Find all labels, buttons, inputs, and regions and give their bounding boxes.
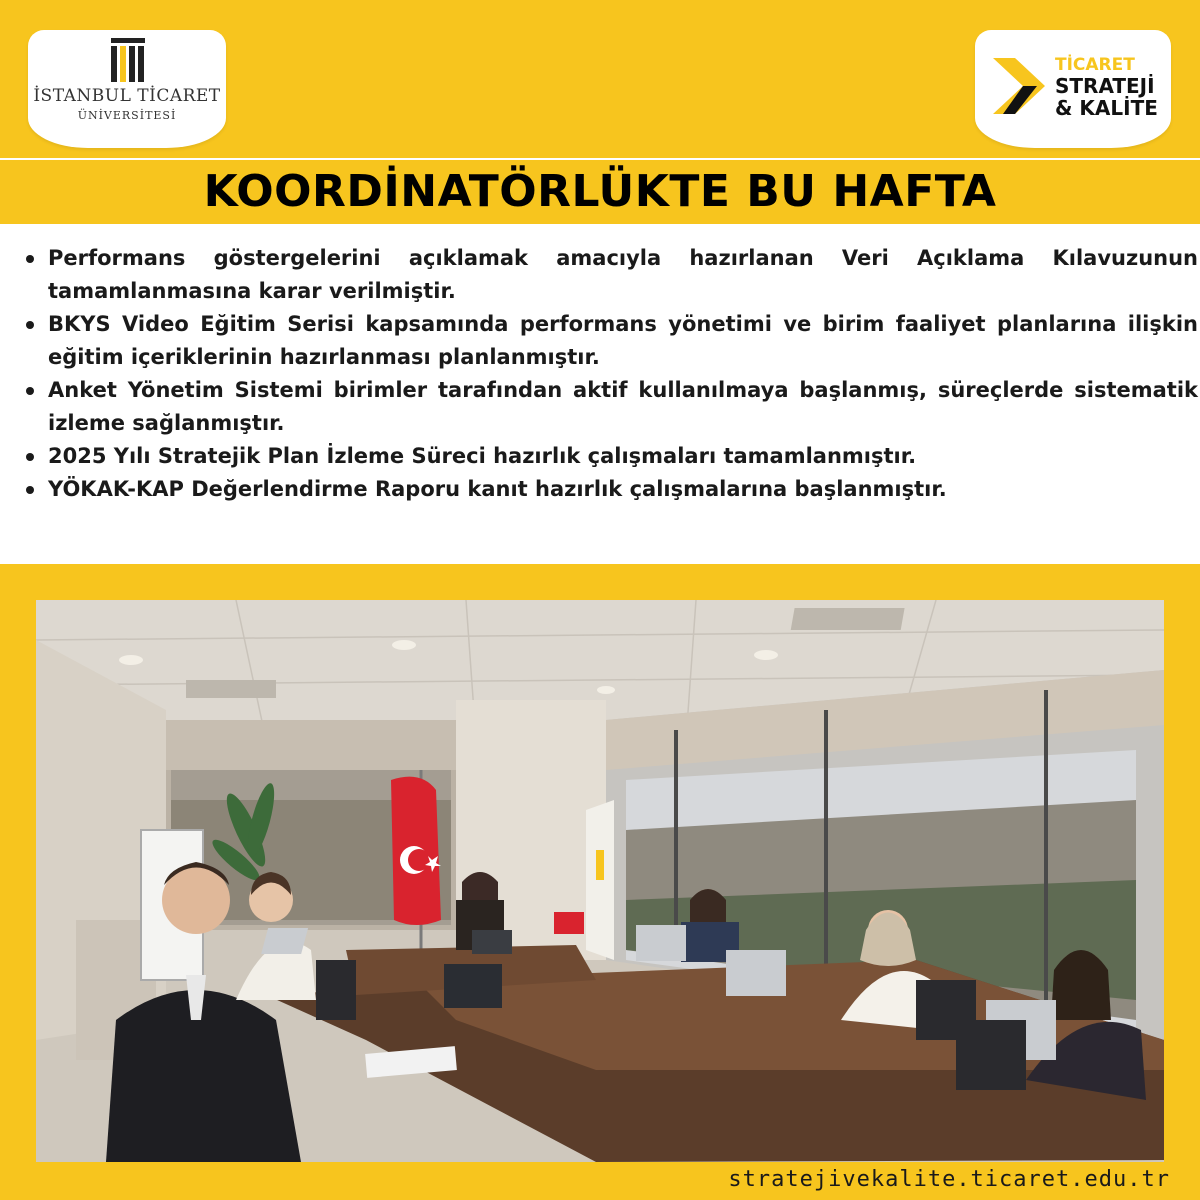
page-title: KOORDİNATÖRLÜKTE BU HAFTA [203, 166, 997, 217]
logo-line-ticaret: TİCARET [1055, 55, 1135, 75]
university-subtitle: ÜNİVERSİTESİ [77, 109, 177, 122]
list-item: Anket Yönetim Sistemi birimler tarafından aktif kullanılmaya başlanmış, süreçlerde sistematik izleme sağlanmıştır. [22, 374, 1198, 440]
list-item: BKYS Video Eğitim Serisi kapsamında performans yönetimi ve birim faaliyet planlarına ilişkin eğitim içeriklerinin hazırlanması planlanmıştır. [22, 308, 1198, 374]
logo-line-kalite: & KALİTE [1055, 96, 1158, 120]
meeting-room-illustration [36, 600, 1164, 1162]
istanbul-ticaret-logo[interactable] [28, 30, 226, 148]
university-name: İSTANBUL TİCARET [33, 86, 221, 106]
website-url[interactable]: stratejivekalite.ticaret.edu.tr [728, 1167, 1170, 1192]
logo-line-strateji: STRATEJİ [1055, 74, 1155, 98]
itu-emblem-icon [110, 38, 146, 82]
ticaret-strateji-kalite-logo[interactable] [975, 30, 1171, 148]
list-item: YÖKAK-KAP Değerlendirme Raporu kanıt hazırlık çalışmalarına başlanmıştır. [22, 473, 1198, 506]
title-bar [0, 160, 1200, 224]
list-item: 2025 Yılı Stratejik Plan İzleme Süreci hazırlık çalışmaları tamamlanmıştır. [22, 440, 1198, 473]
bullet-list [22, 242, 1198, 506]
chevron-arrow-icon [993, 52, 1055, 118]
meeting-photo [36, 600, 1164, 1162]
list-item: Performans göstergelerini açıklamak amacıyla hazırlanan Veri Açıklama Kılavuzunun tamamlanmasına karar verilmiştir. [22, 242, 1198, 308]
content-panel [0, 226, 1200, 564]
title-band [0, 158, 1200, 226]
